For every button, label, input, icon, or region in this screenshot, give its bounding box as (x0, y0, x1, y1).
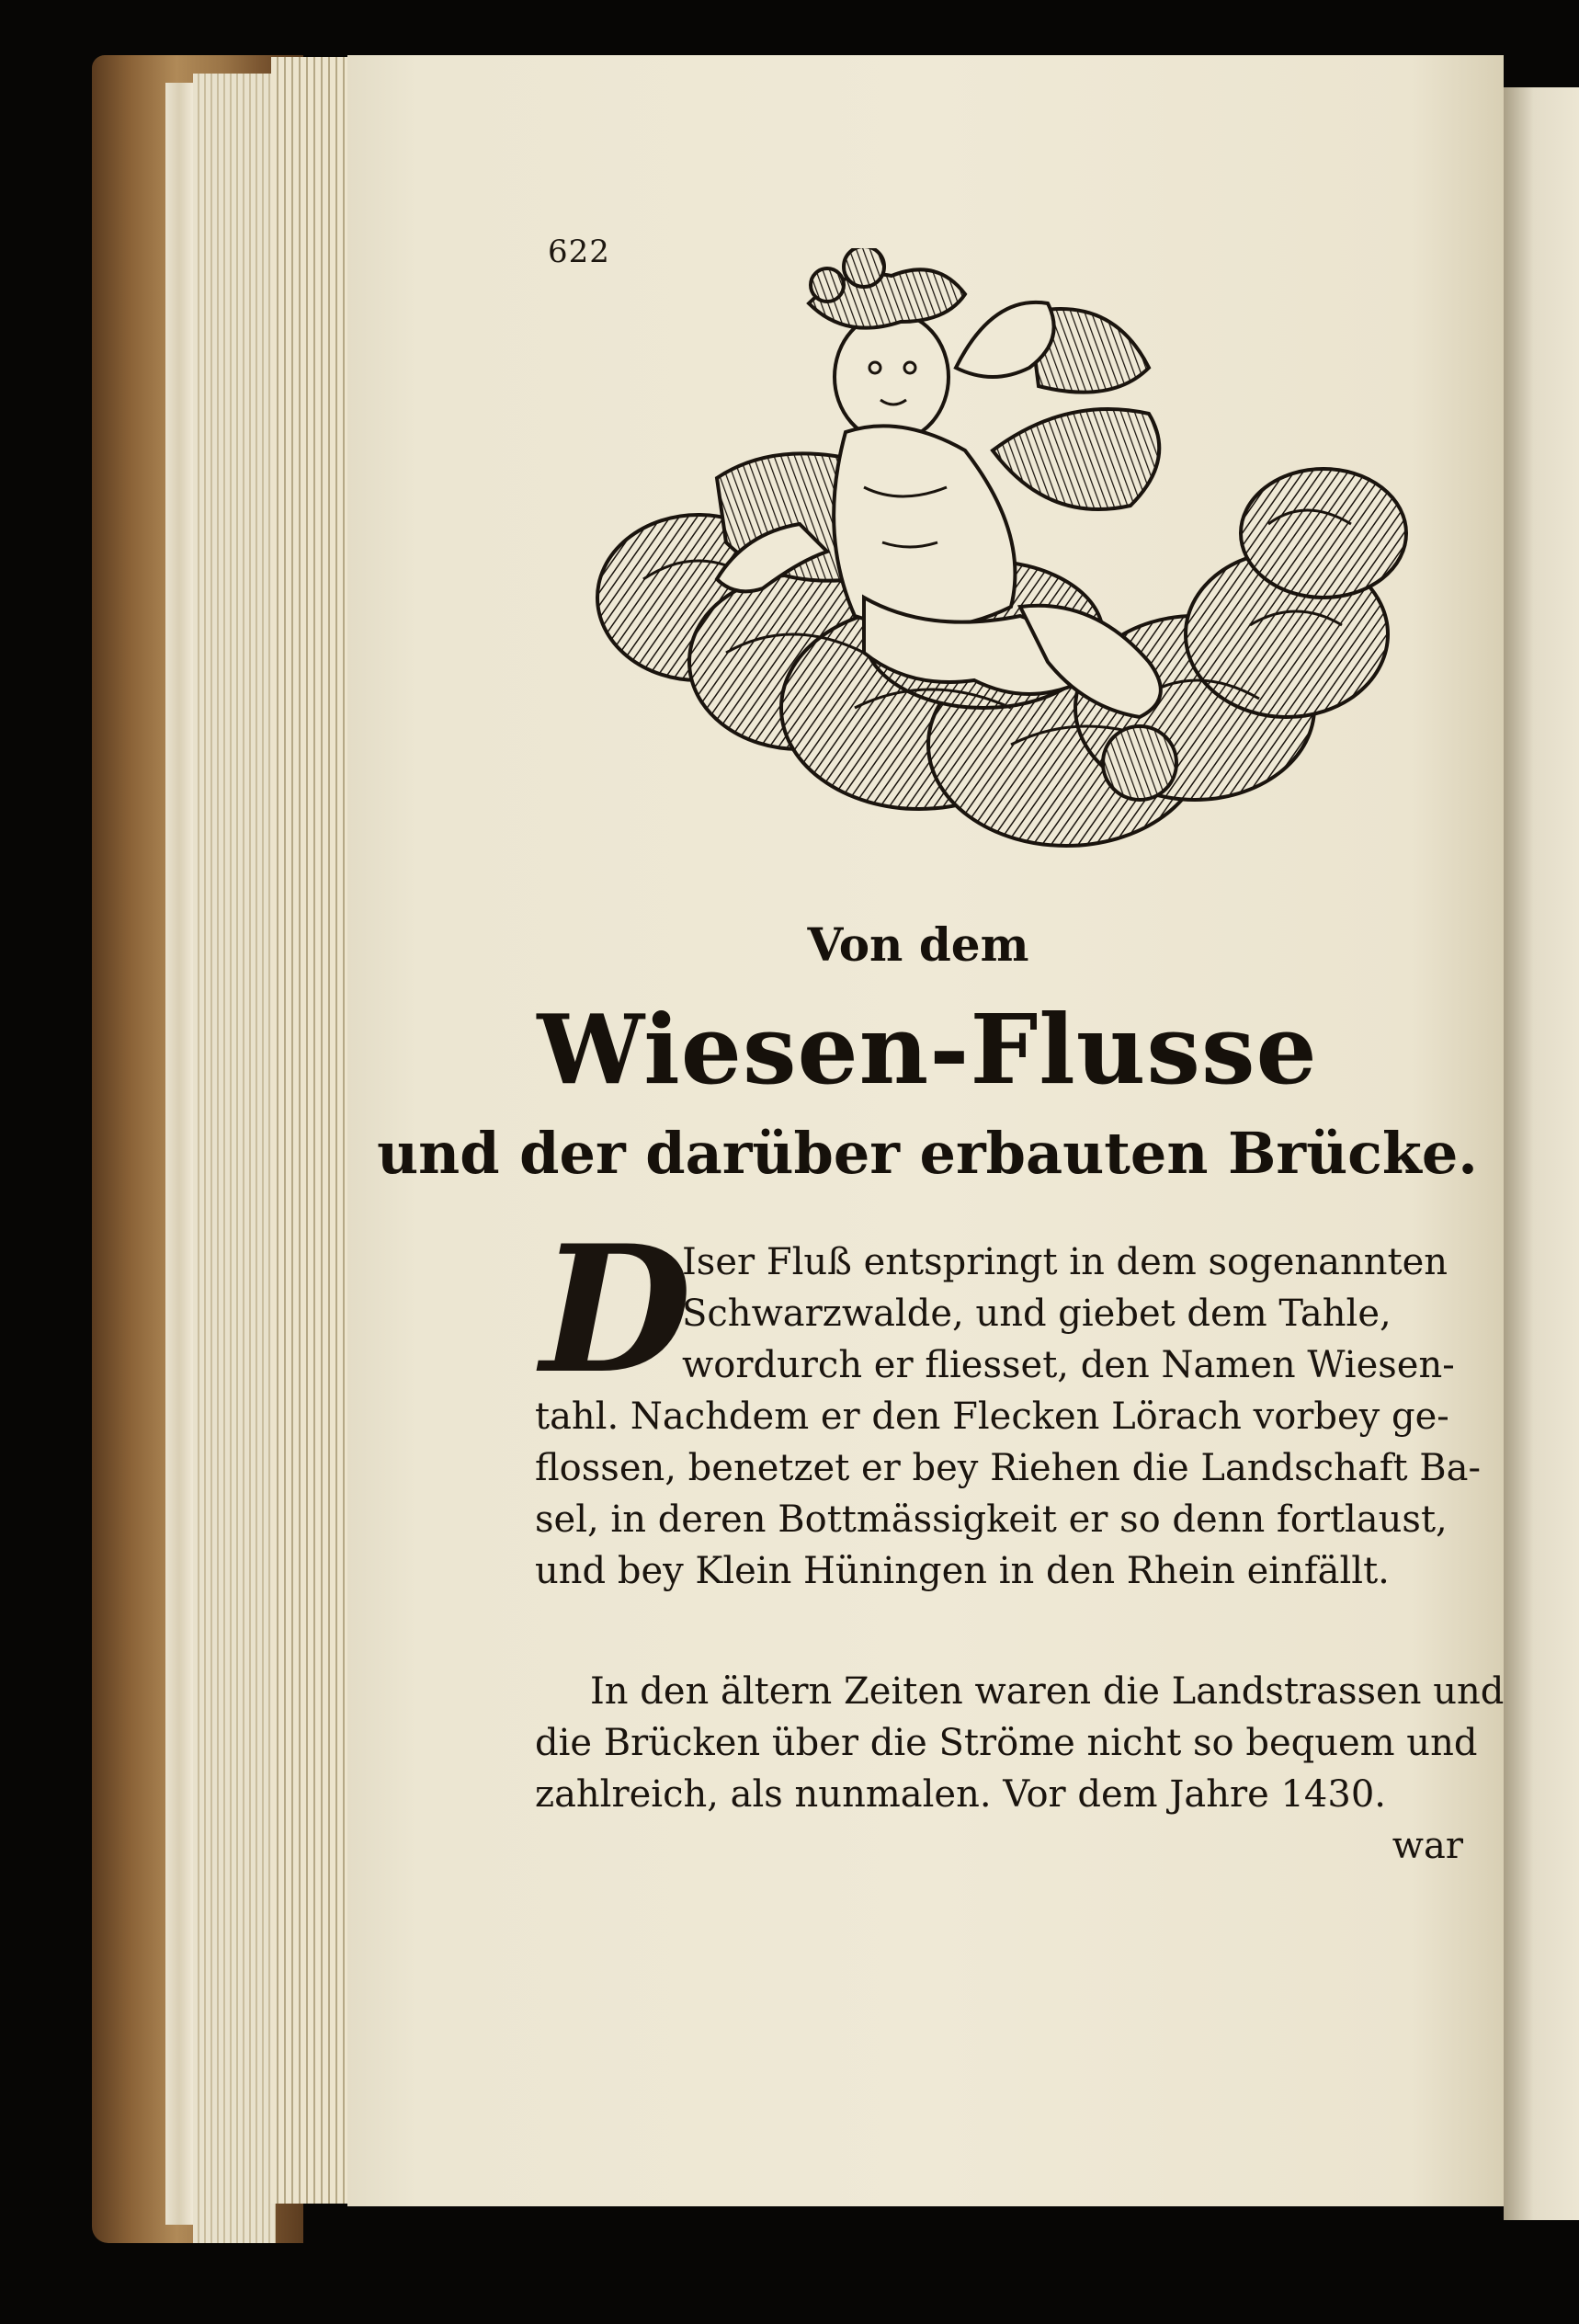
cherub-on-clouds-woodcut-icon (588, 248, 1415, 855)
text-line: tahl. Nachdem er den Flecken Lörach vorbey ge- (535, 1396, 1449, 1438)
heading-title: Wiesen-Flusse (537, 993, 1318, 1106)
text-line: Schwarzwalde, und giebet dem Tahle, (682, 1293, 1392, 1335)
page-number: 622 (548, 234, 610, 270)
text-line: sel, in deren Bottmässigkeit er so denn fortlaust, (535, 1498, 1448, 1541)
text-line: zahlreich, als nunmalen. Vor dem Jahre 1430. (535, 1773, 1386, 1816)
paragraph-2 (535, 1666, 1505, 1872)
text-line: und bey Klein Hüningen in den Rhein einfällt. (535, 1550, 1390, 1592)
text-line: In den ältern Zeiten waren die Landstrassen und (590, 1670, 1505, 1713)
text-line: wordurch er fliesset, den Namen Wiesen- (682, 1344, 1455, 1386)
catchword: war (1392, 1825, 1463, 1867)
drop-cap-initial: D (540, 1207, 692, 1412)
heading-intro: Von dem (807, 917, 1029, 972)
text-line: Iser Fluß entspringt in dem sogenannten (682, 1241, 1448, 1283)
text-line: flossen, benetzet er bey Riehen die Landschaft Ba- (535, 1447, 1482, 1489)
paragraph-1 (535, 1236, 1482, 1597)
heading-subtitle: und der darüber erbauten Brücke. (377, 1120, 1478, 1187)
text-line: die Brücken über die Ströme nicht so bequem und (535, 1722, 1478, 1764)
